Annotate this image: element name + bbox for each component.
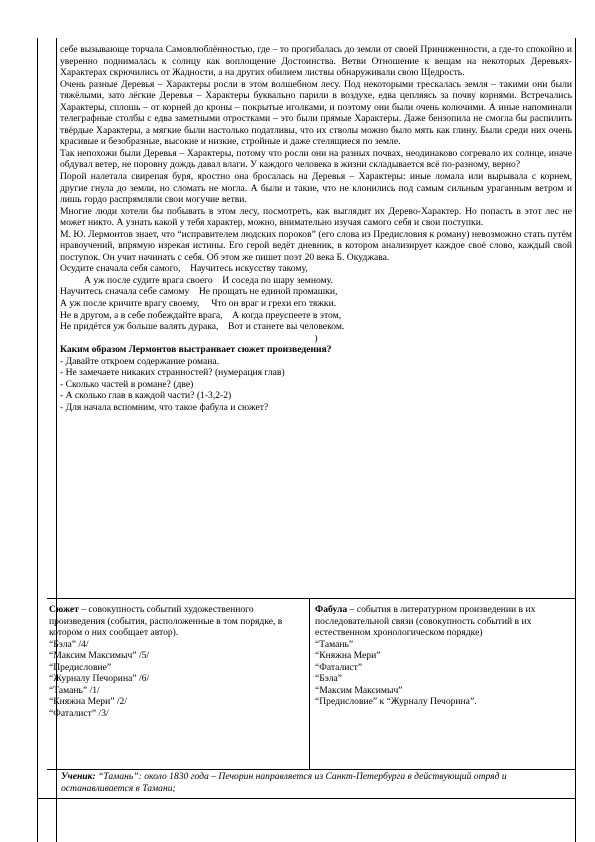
poem-line: Не в другом, а в себе побеждайте врага, А когда преуспеете в этом, — [60, 309, 342, 321]
list-item: “Тамань” — [315, 638, 354, 650]
student-answer-row — [37, 768, 576, 799]
list-item: “Максим Максимыч” /5/ — [49, 650, 150, 662]
student-answer-text: “Тамань”: около 1830 года – Печорин направляется из Санкт-Петербурга в действующий отряд и останавливается в Тамани; — [61, 771, 507, 794]
list-item: “Фаталист” /3/ — [49, 707, 109, 719]
student-label: Ученик: — [61, 771, 96, 782]
fabula-definition-text: – события в литературном произведении в их последовательной связи (совокупность событий в их естественном хронологическом порядке) — [315, 604, 536, 639]
frame-left-border — [37, 38, 38, 842]
question-item: - Сколько частей в романе? (две) — [60, 378, 194, 390]
syuzhet-term: Сюжет — [49, 604, 79, 615]
student-answer — [61, 771, 571, 794]
question-item: - Для начала вспомним, что такое фабула и сюжет? — [60, 401, 269, 413]
footer-right-border — [575, 768, 576, 798]
paragraph: Порой налетала свирепая буря, яростно она бросалась на Деревья – Характеры: иные ломала или вырывала с корнем, другие гнула до земли, но сломать не могла. А были и такие, что не клонились под самым сильным ураганным ветром и лишь гордо распрямляли свои могучие ветви. — [60, 171, 572, 206]
paragraph: Многие люди хотели бы побывать в этом лесу, посмотреть, как выглядит их Дерево-Характер. Но попасть в этот лес не может никто. А узнать какой у тебя характер, можно, внимательно изучая самого себя и свои поступки. — [60, 205, 572, 229]
list-item: “Предисловие” — [49, 661, 112, 673]
syuzhet-definition-text: – совокупность событий художественного произведения (события, расположенные в том порядке, в котором о них сообщает автор). — [49, 604, 283, 639]
question-item: - А сколько глав в каждой части? (1-3,2-2) — [60, 390, 232, 402]
comparison-table — [47, 598, 576, 770]
footer-left-border — [37, 768, 38, 798]
paragraph: Очень разные Деревья – Характеры росли в этом волшебном лесу. Под некоторыми трескалась земля – такими они были тяжёлыми, зато лёгкие Деревья – Характеры буквально парили в воздухе, едва цепляясь за почву корнями. Встречались Характеры, сплошь – от корней до кроны – покрытые иголками, и поэтому они были очень колючими. А иные напоминали телеграфные столбы с едва заметными отростками – это были прямые Характеры. Даже бензопила не смогла бы распилить твёрдые Характеры, а мягкие были настолько податливы, что их стволы можно было мять как глину. Были среди них очень красивые и безобразные, высокие и низкие, стройные и даже стелящиеся по земле. — [60, 78, 572, 148]
poem-line: А уж после кричите врагу своему, Что он враг и грехи его тяжки. — [60, 298, 337, 310]
poem — [60, 263, 572, 344]
poem-end: ) — [314, 332, 318, 344]
question-item: - Не замечаете никаких странностей? (нумерация глав) — [60, 367, 285, 379]
fabula-cell — [315, 604, 574, 708]
syuzhet-definition — [49, 604, 304, 639]
paragraph: М. Ю. Лермонтов знает, что “исправителем людских пороков” (его слова из Предисловия к роману) невозможно стать путём нравоучений, впрямую изрекая истины. Его герой ведёт дневник, в котором анализирует каждое своё слово, каждый свой поступок. Он учит начинать с себя. Об этом же пишет поэт 20 века Б. Окуджава. — [60, 228, 572, 263]
fabula-definition — [315, 604, 574, 639]
question-item: - Давайте откроем содержание романа. — [60, 355, 219, 367]
poem-line: А уж после судите врага своего И соседа по шару земному. — [84, 274, 333, 286]
table-divider — [309, 599, 310, 769]
paragraph: себе вызывающе торчала Самовлюблённостью, где – то прогибалась до земли от своей Приниженности, а где-то спокойно и уверенно поднималась к солнцу как воплощение Достоинства. Ветви Отношение к вещам на некоторых Деревьях-Характерах скрючились от Жадности, а на других обилием листвы обнаруживали свою Щедрость. — [60, 44, 572, 79]
list-item: “Тамань” /1/ — [49, 684, 100, 696]
poem-line: Научитесь сначала себе самому Не прощать не единой промашки, — [60, 286, 338, 298]
main-text — [60, 44, 572, 414]
poem-line: Осудите сначала себя самого, Научитесь искусству такому, — [60, 263, 308, 275]
fabula-term: Фабула — [315, 604, 348, 615]
paragraph: Так непохожи были Деревья – Характеры, потому что росли они на разных почвах, неодинаково согревало их солнце, иначе обдувал ветер, не поровну дождь давал влаги. У каждого человека в жизни складывается всё по-разному, верно? — [60, 147, 572, 171]
list-item: “Фаталист” — [315, 661, 363, 673]
footer-inner-border — [56, 768, 57, 798]
list-item: “Предисловие” к “Журналу Печорина”. — [315, 696, 477, 708]
list-item: “Княжна Мери” /2/ — [49, 696, 128, 708]
list-item: “Бэла” /4/ — [49, 638, 89, 650]
list-item: “Бэла” — [315, 673, 343, 685]
main-question: Каким образом Лермонтов выстраивает сюжет произведения? — [60, 344, 332, 356]
list-item: “Княжна Мери” — [315, 650, 381, 662]
poem-line: Не придётся уж больше валять дурака, Вот и станете вы человеком. — [60, 321, 345, 333]
syuzhet-cell — [49, 604, 304, 719]
list-item: “Журналу Печорина” /6/ — [49, 673, 150, 685]
list-item: “Максим Максимыч” — [315, 684, 403, 696]
